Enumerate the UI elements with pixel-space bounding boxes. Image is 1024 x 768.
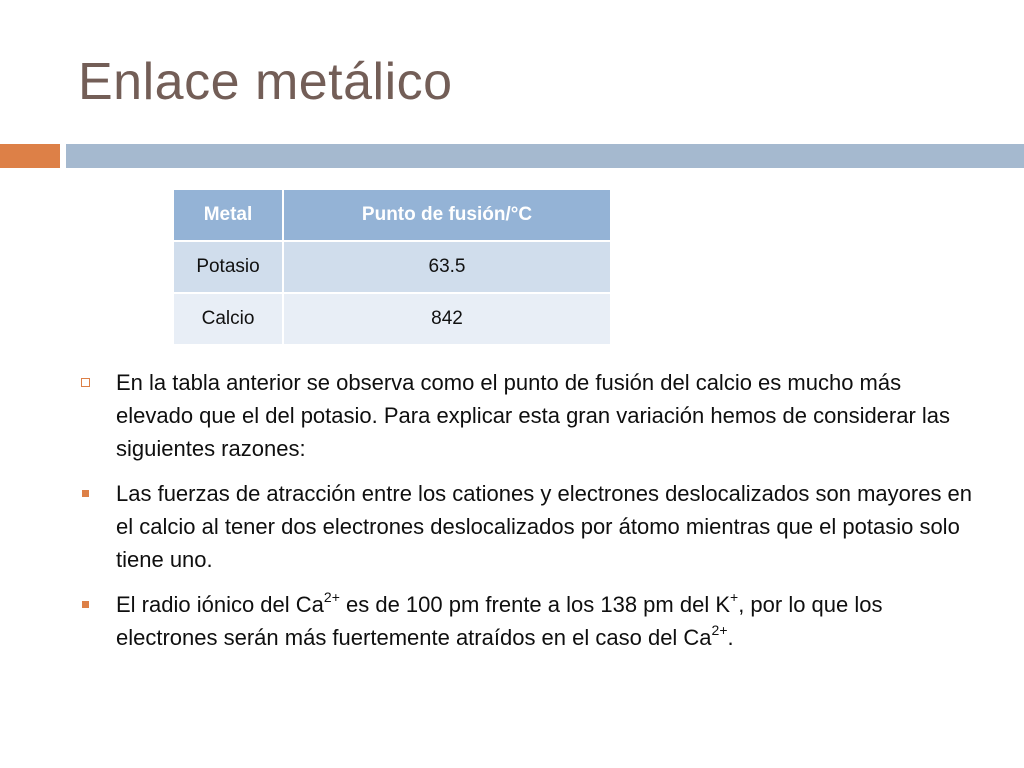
table-cell-melting-point: 63.5 xyxy=(283,241,611,293)
superscript-charge: 2+ xyxy=(711,621,728,638)
hollow-square-icon xyxy=(81,378,90,387)
bullet-list xyxy=(78,366,978,666)
table-header-row xyxy=(173,189,611,241)
melting-point-table-container xyxy=(172,188,612,346)
bullet-text-part: es de 100 pm frente a los 138 pm del K xyxy=(339,592,730,617)
table-header-melting-point: Punto de fusión/°C xyxy=(283,189,611,241)
list-item xyxy=(78,366,978,465)
slide-title: Enlace metálico xyxy=(78,53,453,111)
list-item xyxy=(78,477,978,576)
table-cell-metal: Potasio xyxy=(173,241,283,293)
bullet-text-part: El radio iónico del Ca xyxy=(116,592,324,617)
bullet-text: En la tabla anterior se observa como el punto de fusión del calcio es mucho más elevado que el del potasio. Para explicar esta gran variación hemos de considerar las siguientes razones: xyxy=(116,370,951,461)
bullet-text-part: , por lo que los electrones serán más fuertemente atraídos en el caso del Ca xyxy=(116,592,883,650)
bullet-text-part: . xyxy=(727,625,734,650)
list-item xyxy=(78,588,978,654)
bullet-text: Las fuerzas de atracción entre los cationes y electrones deslocalizados son mayores en el calcio al tener dos electrones deslocalizados por átomo mientras que el potasio solo tiene uno. xyxy=(116,481,973,572)
table-header-metal: Metal xyxy=(173,189,283,241)
filled-square-icon xyxy=(82,490,89,497)
table-row xyxy=(173,241,611,293)
melting-point-table xyxy=(172,188,612,346)
table-cell-metal: Calcio xyxy=(173,293,283,345)
title-underline-accent xyxy=(0,144,60,168)
table-row xyxy=(173,293,611,345)
superscript-charge: 2+ xyxy=(323,588,340,605)
table-cell-melting-point: 842 xyxy=(283,293,611,345)
filled-square-icon xyxy=(82,601,89,608)
bullet-text xyxy=(116,588,883,650)
superscript-charge: + xyxy=(730,588,739,605)
title-underline-bar xyxy=(66,144,1024,168)
